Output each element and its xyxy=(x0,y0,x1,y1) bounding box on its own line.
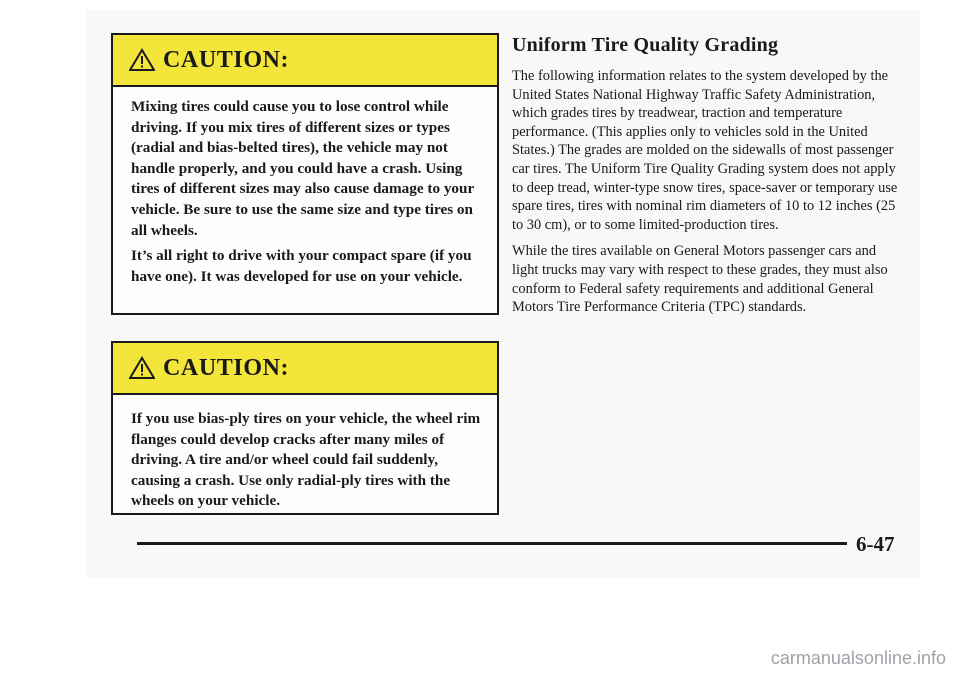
bottom-watermark: carmanualsonline.info xyxy=(770,648,946,668)
page-number: 6-47 xyxy=(856,532,895,556)
caution-body xyxy=(113,395,497,512)
caution-paragraph: Mixing tires could cause you to lose control while driving. If you mix tires of different sizes or types (radial and bias-belted tires), the vehicle may not handle properly, and you could have a crash. Using tires of different sizes may also cause damage to your vehicle. Be sure to use the same size and type tires on all wheels. xyxy=(131,98,474,239)
caution-box-bias-ply xyxy=(111,341,499,515)
caution-body xyxy=(113,87,497,287)
section-paragraph: The following information relates to the system developed by the United States National Highway Traffic Safety Administration, which grades tires by treadwear, traction and temperature performance. (This applies only to vehicles sold in the United States.) The grades are molded on the sidewalls of most passenger car tires. The Uniform Tire Quality Grading system does not apply to deep tread, winter-type snow tires, space-saver or temporary use spare tires, tires with nominal rim diameters of 10 to 12 inches (25 to 30 cm), or to some limited-production tires. xyxy=(512,68,898,233)
footer-rule xyxy=(137,542,847,545)
caution-paragraph: It’s all right to drive with your compact spare (if you have one). It was developed for use on your vehicle. xyxy=(131,247,472,285)
tire-grading-section xyxy=(512,34,900,325)
warning-triangle-icon xyxy=(129,48,155,72)
caution-header xyxy=(113,343,497,395)
warning-triangle-icon xyxy=(129,356,155,380)
caution-paragraph: If you use bias-ply tires on your vehicle, the wheel rim flanges could develop cracks after many miles of driving. A tire and/or wheel could fail suddenly, causing a crash. Use only radial-ply tires with the wheels on your vehicle. xyxy=(131,410,481,510)
caution-title: CAUTION: xyxy=(163,46,290,73)
caution-header xyxy=(113,35,497,87)
caution-title: CAUTION: xyxy=(163,354,290,381)
section-paragraph: While the tires available on General Motors passenger cars and light trucks may vary with respect to these grades, they must also conform to Federal safety requirements and additional General Motors Tire Performance Criteria (TPC) standards. xyxy=(512,243,888,316)
caution-box-mixing-tires xyxy=(111,33,499,315)
section-title: Uniform Tire Quality Grading xyxy=(512,34,779,56)
